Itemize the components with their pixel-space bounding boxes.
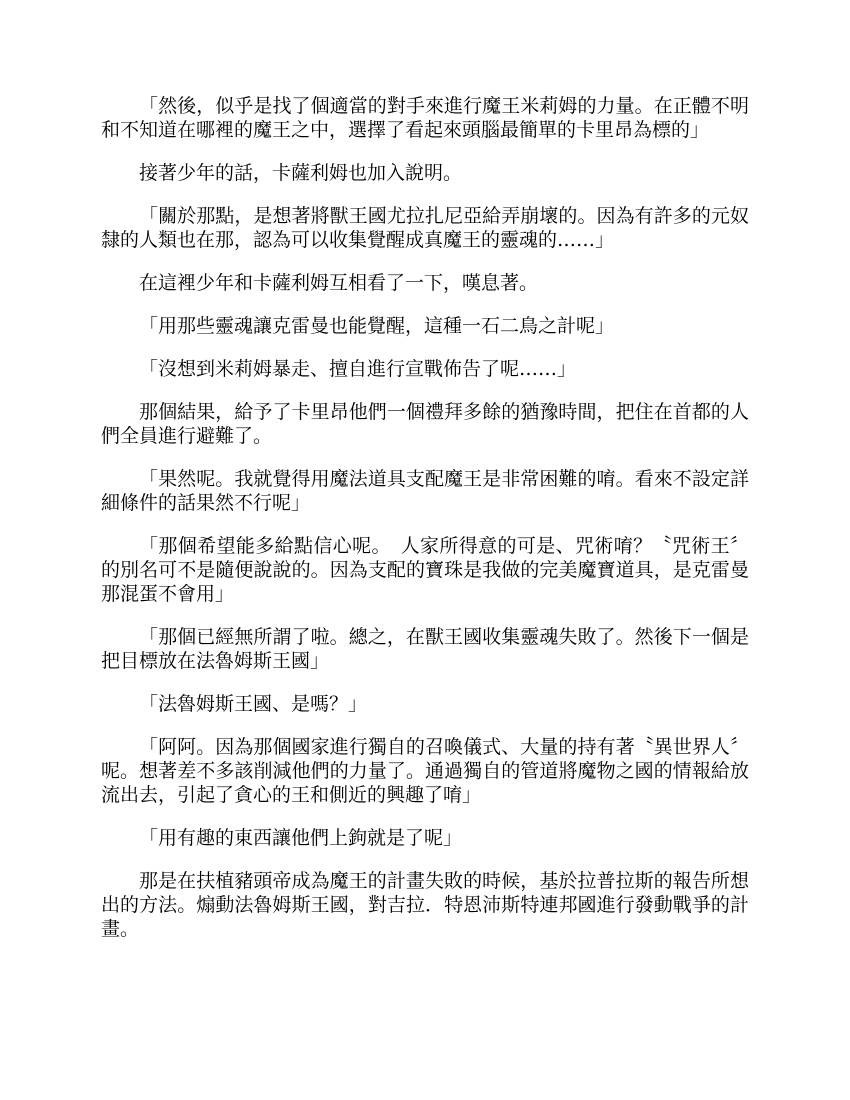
paragraph: 「那個希望能多給點信心呢。 人家所得意的可是、咒術唷？〝咒術王〞的別名可不是隨便說說的。因為支配的寶珠是我做的完美魔寶道具，是克雷曼那混蛋不會用」 (101, 535, 749, 605)
document-page (101, 94, 749, 960)
paragraph: 「用有趣的東西讓他們上鉤就是了呢」 (139, 827, 463, 849)
paragraph: 在這裡少年和卡薩利姆互相看了一下，嘆息著。 (139, 272, 539, 294)
paragraph: 那個結果，給予了卡里昂他們一個禮拜多餘的猶豫時間，把住在首都的人們全員進行避難了。 (101, 401, 749, 447)
paragraph: 「關於那點，是想著將獸王國尤拉扎尼亞給弄崩壞的。因為有許多的元奴隸的人類也在那，認為可以收集覺醒成真魔王的靈魂的……」 (101, 205, 749, 251)
paragraph: 接著少年的話，卡薩利姆也加入說明。 (139, 162, 463, 184)
paragraph: 「阿阿。因為那個國家進行獨自的召喚儀式、大量的持有著〝異世界人〞呢。想著差不多該削減他們的力量了。通過獨自的管道將魔物之國的情報給放流出去，引起了貪心的王和側近的興趣了唷」 (101, 736, 749, 806)
paragraph: 「沒想到米莉姆暴走、擅自進行宣戰佈告了呢……」 (139, 358, 577, 380)
paragraph: 「用那些靈魂讓克雷曼也能覺醒，這種一石二鳥之計呢」 (139, 315, 615, 337)
paragraph: 那是在扶植豬頭帝成為魔王的計畫失敗的時候，基於拉普拉斯的報告所想出的方法。煽動法魯姆斯王國，對吉拉．特恩沛斯特連邦國進行發動戰爭的計畫。 (101, 870, 749, 940)
paragraph: 「法魯姆斯王國、是嗎？」 (139, 693, 368, 715)
paragraph: 「果然呢。我就覺得用魔法道具支配魔王是非常困難的唷。看來不設定詳細條件的話果然不行呢」 (101, 468, 749, 514)
paragraph: 「那個已經無所謂了啦。總之，在獸王國收集靈魂失敗了。然後下一個是把目標放在法魯姆斯王國」 (101, 626, 749, 672)
paragraph: 「然後，似乎是找了個適當的對手來進行魔王米莉姆的力量。在正體不明和不知道在哪裡的魔王之中，選擇了看起來頭腦最簡單的卡里昂為標的」 (101, 95, 749, 141)
